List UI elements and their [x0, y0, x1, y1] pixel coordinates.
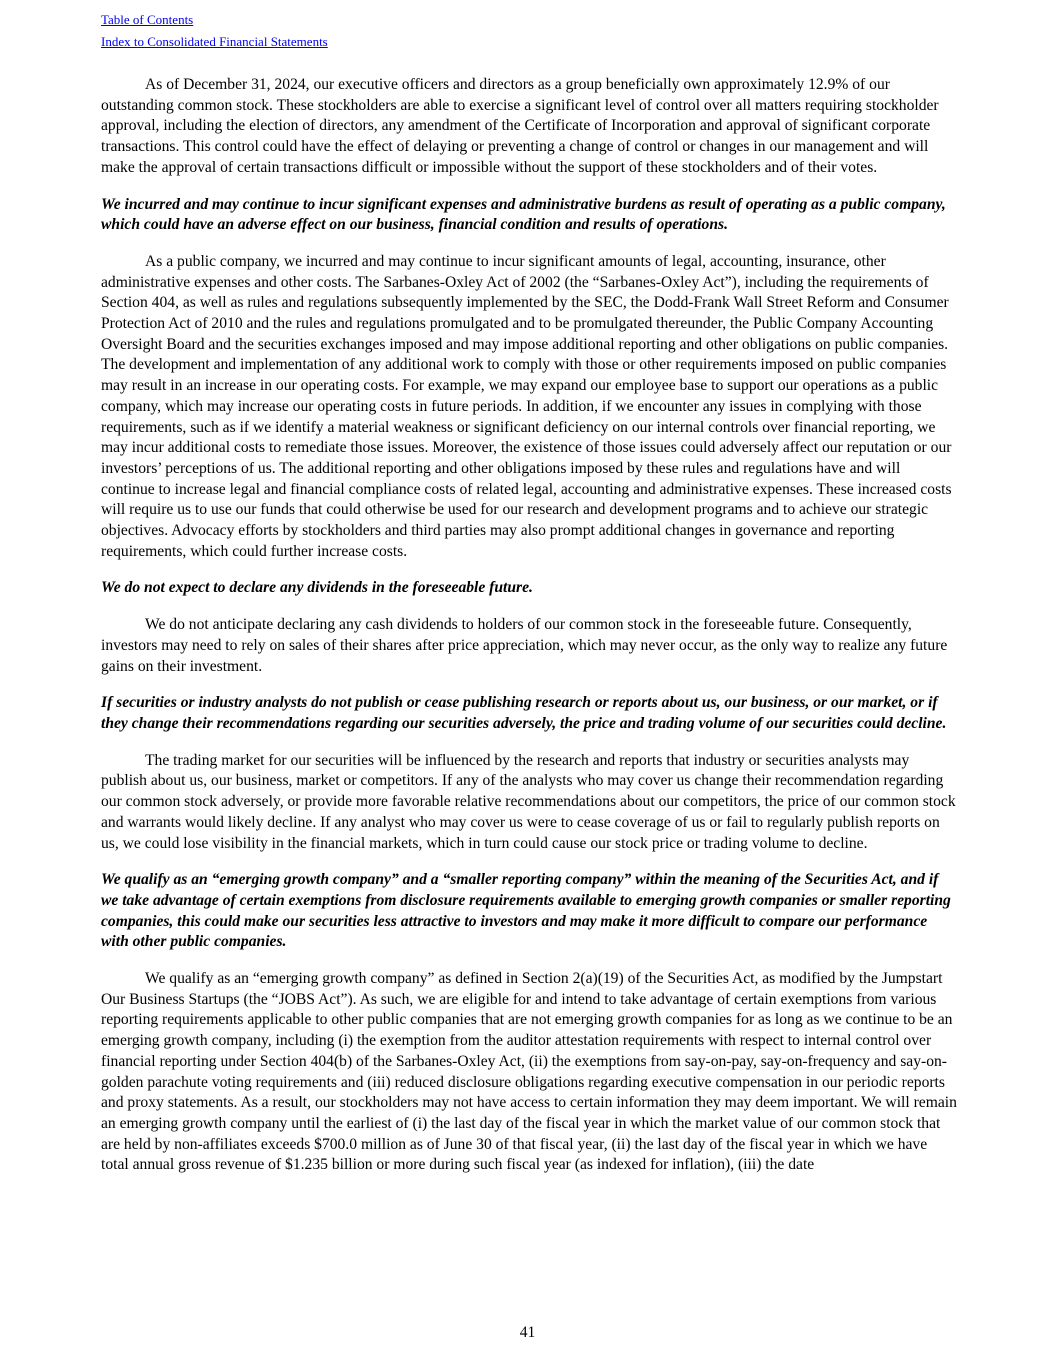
paragraph-stockholder-control: As of December 31, 2024, our executive officers and directors as a group beneficially own approximately 12.9% of our outstanding common stock. These stockholders are able to exercise a significant level of control over all matters requiring stockholder approval, including the election of directors, any amendment of the Certificate of Incorporation and approval of significant corporate transactions. This control could have the effect of delaying or preventing a change of control or changes in our management and will make the approval of certain transactions difficult or impossible without the support of these stockholders and of their votes.	[101, 76, 939, 176]
heading-no-dividends: We do not expect to declare any dividends in the foreseeable future.	[101, 579, 533, 597]
heading-analyst-coverage: If securities or industry analysts do not publish or cease publishing research or reports about us, our business, or our market, or if they change their recommendations regarding our securities adversely, the price and trading volume of our securities could decline.	[101, 694, 947, 732]
paragraph-emerging-growth-company: We qualify as an “emerging growth company” as defined in Section 2(a)(19) of the Securities Act, as modified by the Jumpstart Our Business Startups (the “JOBS Act”). As such, we are eligible for and intend to take advantage of certain exemptions from various reporting requirements applicable to other public companies that are not emerging growth companies for as long as we continue to be an emerging growth company, including (i) the exemption from the auditor attestation requirements with respect to internal control over financial reporting under Section 404(b) of the Sarbanes-Oxley Act, (ii) the exemptions from say-on-pay, say-on-frequency and say-on-golden parachute voting requirements and (iii) reduced disclosure obligations regarding executive compensation in our periodic reports and proxy statements. As a result, our stockholders may not have access to certain information they may deem important. We will remain an emerging growth company until the earliest of (i) the last day of the fiscal year in which the market value of our common stock that are held by non-affiliates exceeds $700.0 million as of June 30 of that fiscal year, (ii) the last day of the fiscal year in which we have total annual gross revenue of $1.235 billion or more during such fiscal year (as indexed for inflation), (iii) the date	[101, 970, 957, 1174]
paragraph-analyst-coverage: The trading market for our securities will be influenced by the research and reports that industry or securities analysts may publish about us, our business, market or competitors. If any of the analysts who may cover us change their recommendation regarding our common stock adversely, or provide more favorable relative recommendations about our competitors, the price of our common stock and warrants would likely decline. If any analyst who may cover us were to cease coverage of us or fail to regularly publish reports on us, we could lose visibility in the financial markets, which in turn could cause our stock price or trading volume to decline.	[101, 751, 956, 852]
heading-public-company-expenses: We incurred and may continue to incur significant expenses and administrative burdens as result of operating as a public company, which could have an adverse effect on our business, financial condition and results of operations.	[101, 195, 946, 234]
heading-emerging-growth-company: We qualify as an “emerging growth company” and a “smaller reporting company” within the meaning of the Securities Act, and if we take advantage of certain exemptions from disclosure requirements available to emerging growth companies or smaller reporting companies, this could make our securities less attractive to investors and may make it more difficult to compare our performance with other public companies.	[101, 871, 951, 951]
page-number: 41	[519, 1324, 536, 1341]
paragraph-dividends: We do not anticipate declaring any cash dividends to holders of our common stock in the foreseeable future. Consequently, investors may need to rely on sales of their shares after price appreciation, which may never occur, as the only way to realize any future gains on their investment.	[101, 616, 948, 675]
top-navigation	[101, 9, 328, 53]
document-body	[101, 75, 957, 1192]
index-financial-statements-link[interactable]: Index to Consolidated Financial Statements	[101, 34, 328, 49]
paragraph-public-company-costs: As a public company, we incurred and may continue to incur significant amounts of legal, accounting, insurance, other administrative expenses and other costs. The Sarbanes-Oxley Act of 2002 (the “Sarbanes-Oxley Act”), including the requirements of Section 404, as well as rules and regulations subsequently implemented by the SEC, the Dodd-Frank Wall Street Reform and Consumer Protection Act of 2010 and the rules and regulations promulgated and to be promulgated thereunder, the Public Company Accounting Oversight Board and the securities exchanges imposed and may impose additional reporting and other obligations on public companies. The development and implementation of any additional work to comply with those or other requirements imposed on public companies may result in an increase in our operating costs. For example, we may expand our employee base to support our operations as a public company, which may increase our operating costs in future periods. In addition, if we encounter any issues in complying with those requirements, such as if we identify a material weakness or significant deficiency on our internal controls over financial reporting, we may incur additional costs to remediate those issues. Moreover, the existence of those issues could adversely affect our reputation or our investors’ perceptions of us. The additional reporting and other obligations imposed by these rules and regulations have and will continue to increase legal and financial compliance costs of related legal, accounting and administrative expenses. These increased costs will require us to use our funds that could otherwise be used for our research and development programs and to achieve our strategic objectives. Advocacy efforts by stockholders and third parties may also prompt additional changes in governance and reporting requirements, which could further increase costs.	[101, 252, 952, 560]
table-of-contents-link[interactable]: Table of Contents	[101, 12, 194, 27]
